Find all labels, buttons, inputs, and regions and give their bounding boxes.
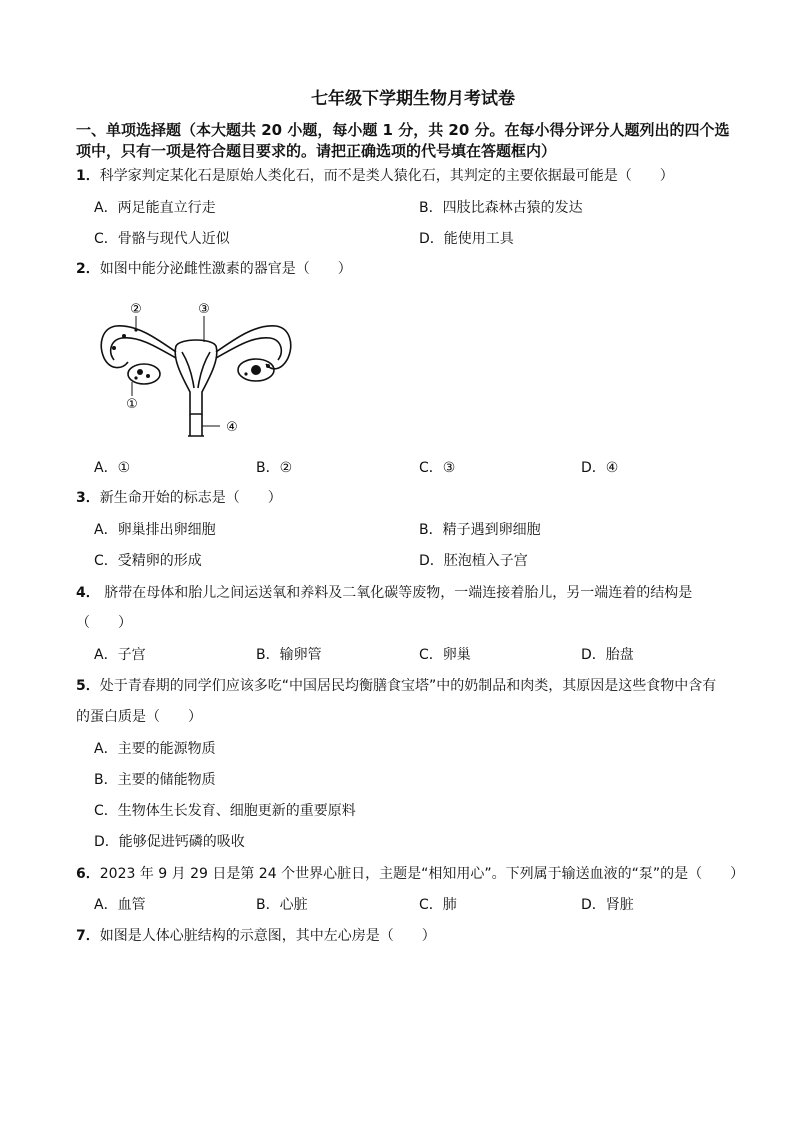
option-5c[interactable]: C．生物体生长发育、细胞更新的重要原料: [94, 803, 356, 819]
section-heading-line2: 项中，只有一项是符合题目要求的。请把正确选项的代号填在答题框内）: [76, 142, 557, 160]
option-1d[interactable]: D．能使用工具: [419, 231, 514, 247]
question-7: [76, 925, 436, 945]
option-6b[interactable]: B．心脏: [256, 897, 308, 913]
option-3d[interactable]: D．胚泡植入子宫: [419, 553, 528, 569]
question-text: 2023 年 9 月 29 日是第 24 个世界心脏日，主题是“相知用心”。下列属于输送血液的“泵”的是（ ）: [99, 866, 745, 882]
option-3c[interactable]: C．受精卵的形成: [94, 553, 202, 569]
figure-label-4: ④: [226, 420, 238, 435]
option-2c[interactable]: C．③: [419, 460, 456, 476]
question-text: 处于青春期的同学们应该多吃“中国居民均衡膳食宝塔”中的奶制品和肉类，其原因是这些食物中含有: [99, 678, 717, 694]
question-3: [76, 487, 282, 507]
option-3b[interactable]: B．精子遇到卵细胞: [419, 522, 541, 538]
question-text: 科学家判定某化石是原始人类化石，而不是类人猿化石，其判定的主要依据最可能是（ ）: [99, 168, 674, 184]
option-1b[interactable]: B．四肢比森林古猿的发达: [419, 200, 583, 216]
option-6c[interactable]: C．肺: [419, 897, 457, 913]
question-number: 3．: [76, 490, 100, 506]
question-text: 脐带在母体和胎儿之间运送氧和养料及二氧化碳等废物，一端连接着胎儿，另一端连着的结构是: [99, 585, 693, 601]
figure-label-3: ③: [198, 302, 210, 317]
question-number: 4．: [76, 585, 100, 601]
question-4: [76, 582, 692, 602]
question-6: [76, 863, 744, 883]
option-3a[interactable]: A．卵巢排出卵细胞: [94, 522, 216, 538]
option-4a[interactable]: A．子宫: [94, 647, 146, 663]
question-2: [76, 258, 352, 278]
option-5b[interactable]: B．主要的储能物质: [94, 772, 216, 788]
option-4c[interactable]: C．卵巢: [419, 647, 471, 663]
page-title: 七年级下学期生物月考试卷: [311, 89, 515, 109]
question-text: 新生命开始的标志是（ ）: [99, 490, 282, 506]
question-number: 1．: [76, 168, 100, 184]
question-number: 7．: [76, 928, 100, 944]
question-1: [76, 165, 674, 185]
option-1a[interactable]: A．两足能直立行走: [94, 200, 216, 216]
section-heading-line1: 一、单项选择题（本大题共 20 小题，每小题 1 分，共 20 分。在每小得分评分人题列出的四个选: [76, 121, 730, 139]
option-4b[interactable]: B．输卵管: [256, 647, 322, 663]
figure-label-1: ①: [126, 397, 138, 412]
option-6d[interactable]: D．肾脏: [581, 897, 634, 913]
option-1c[interactable]: C．骨骼与现代人近似: [94, 231, 230, 247]
question-5-line2: 的蛋白质是（ ）: [76, 709, 202, 725]
question-5: [76, 675, 716, 695]
uterus-diagram: [96, 296, 296, 442]
figure-label-2: ②: [130, 302, 142, 317]
option-2d[interactable]: D．④: [581, 460, 619, 476]
question-number: 2．: [76, 261, 100, 277]
question-number: 6．: [76, 866, 100, 882]
option-2a[interactable]: A．①: [94, 460, 131, 476]
option-5a[interactable]: A．主要的能源物质: [94, 741, 216, 757]
option-4d[interactable]: D．胎盘: [581, 647, 634, 663]
question-number: 5．: [76, 678, 100, 694]
question-text: 如图中能分泌雌性激素的器官是（ ）: [99, 261, 352, 277]
option-5d[interactable]: D．能够促进钙磷的吸收: [94, 834, 245, 850]
question-4-line2: （ ）: [76, 615, 132, 631]
option-6a[interactable]: A．血管: [94, 897, 146, 913]
option-2b[interactable]: B．②: [256, 460, 293, 476]
question-text: 如图是人体心脏结构的示意图，其中左心房是（ ）: [99, 928, 436, 944]
